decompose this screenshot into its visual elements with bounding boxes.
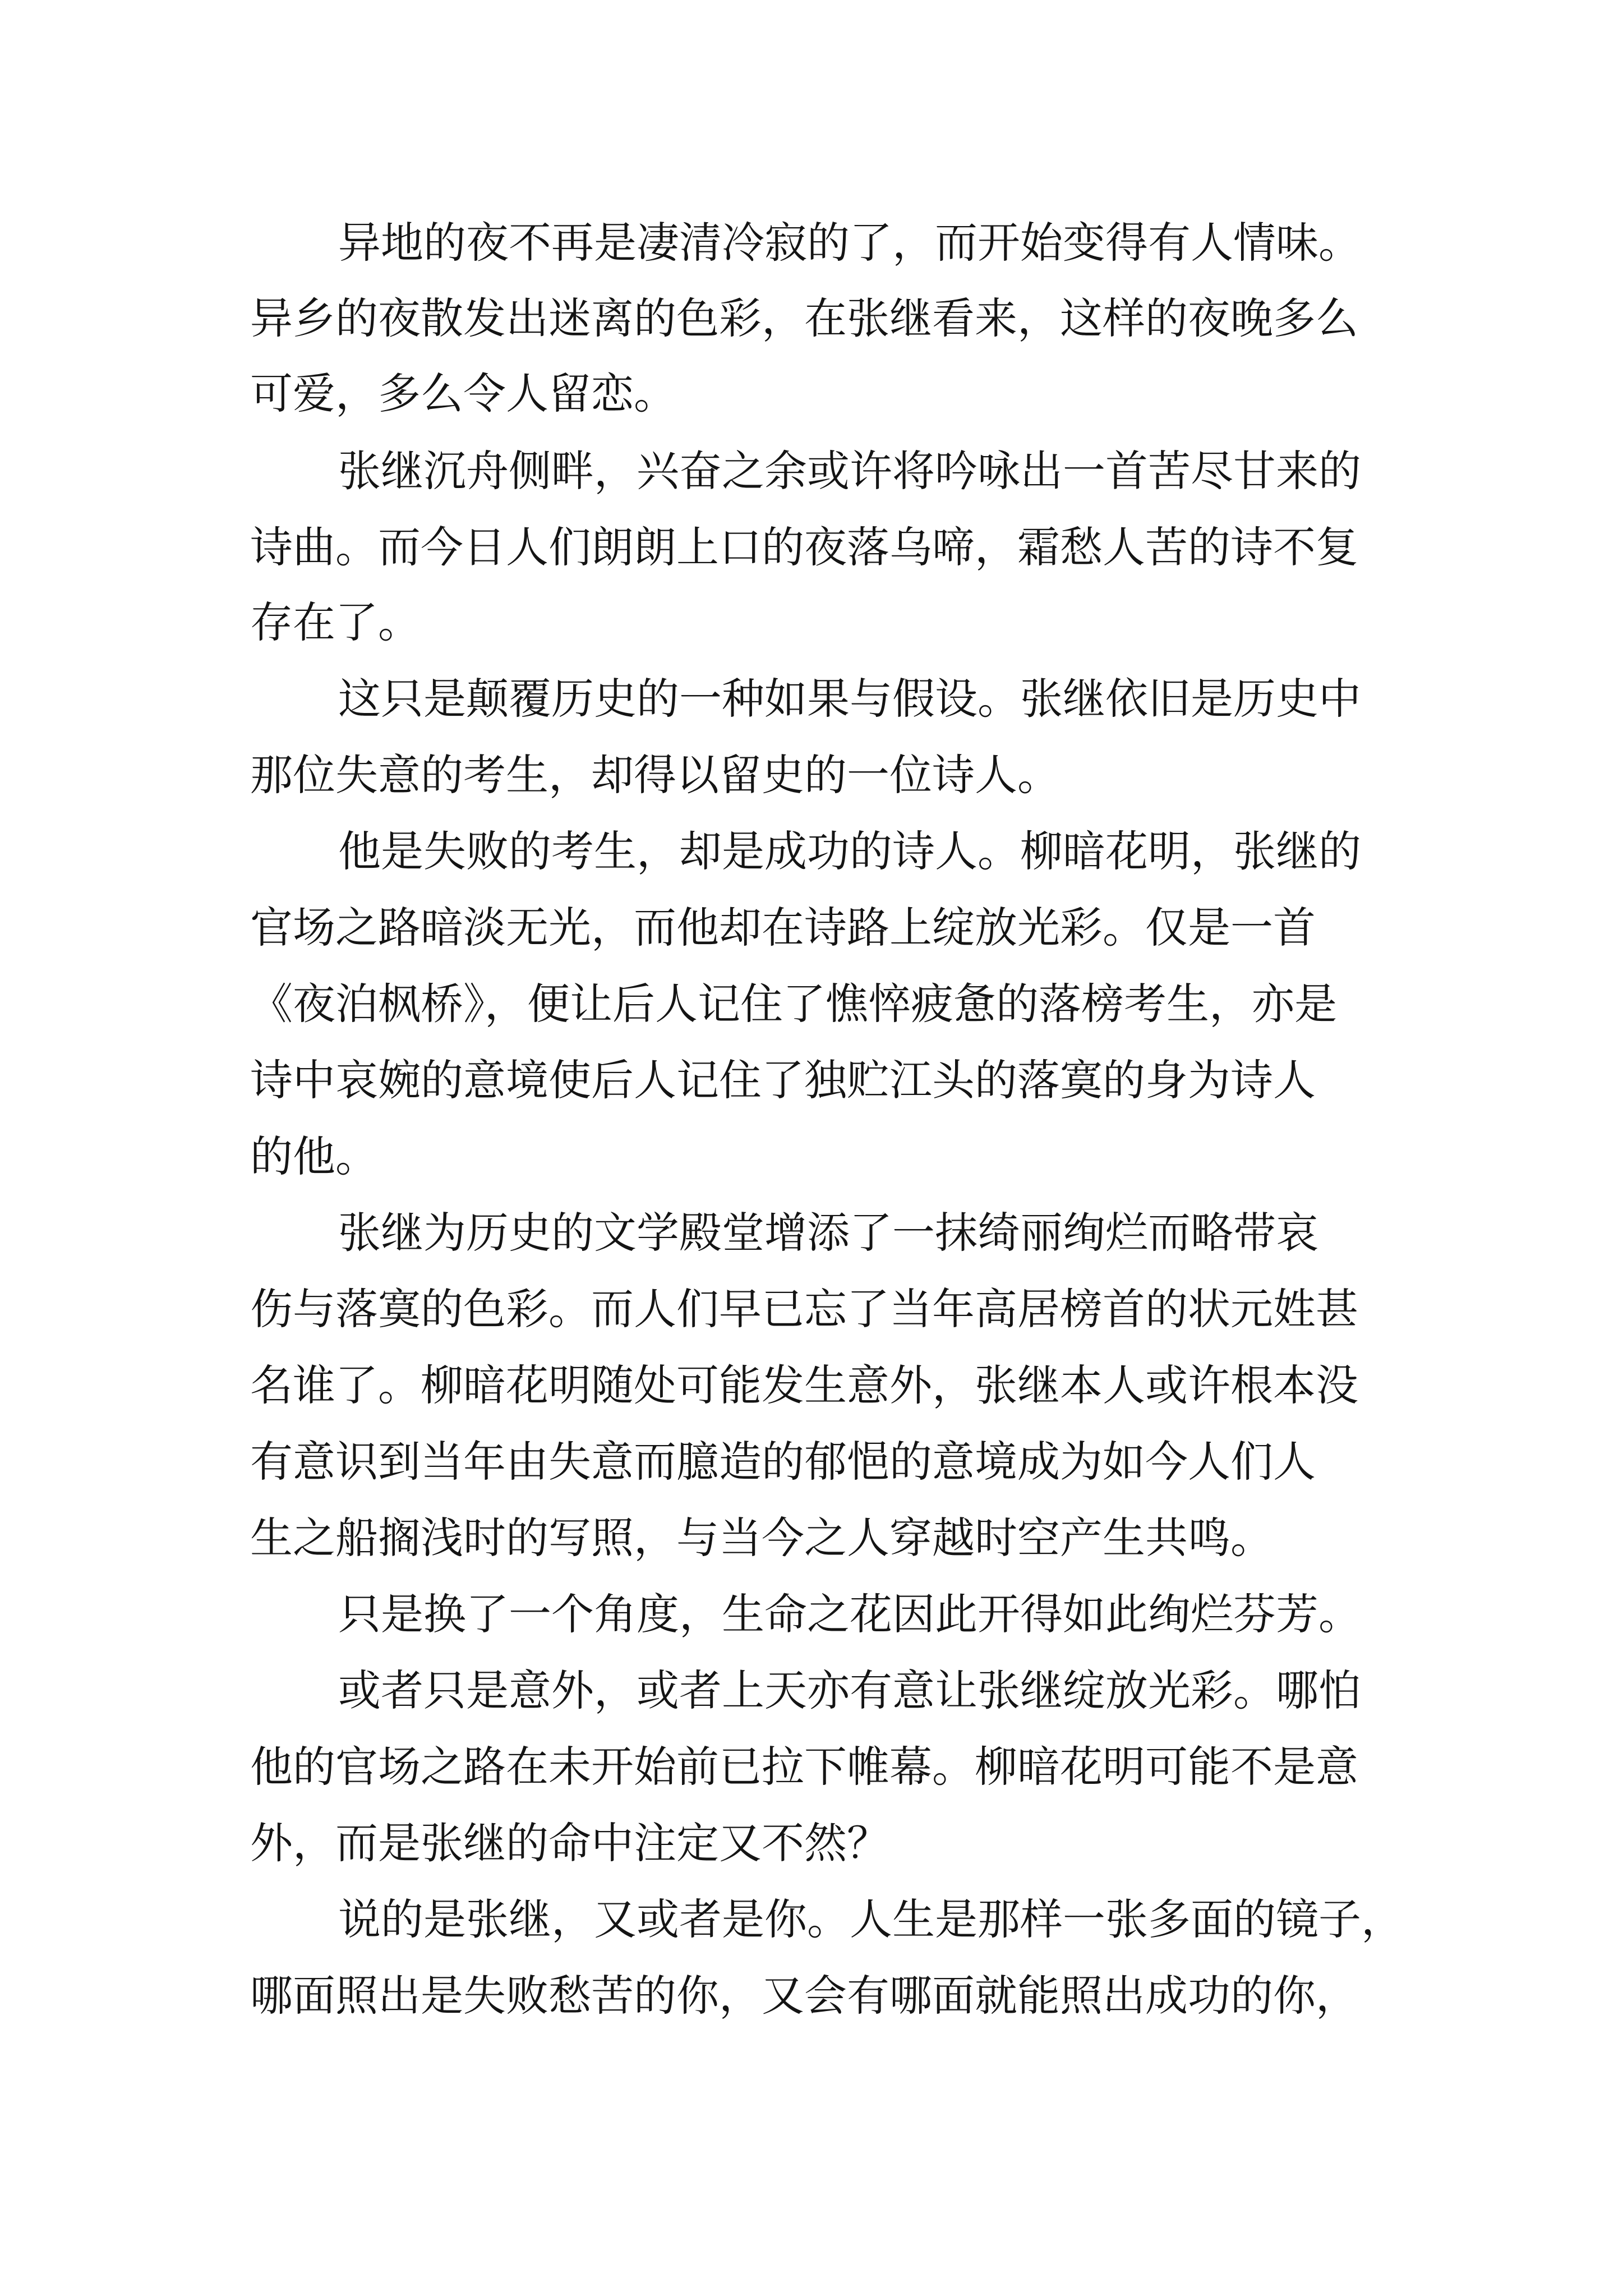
text-line: 《夜泊枫桥》，便让后人记住了憔悴疲惫的落榜考生，亦是 (250, 979, 1337, 1029)
text-line: 异地的夜不再是凄清冷寂的了，而开始变得有人情味。 (338, 218, 1361, 268)
text-line: 官场之路暗淡无光，而他却在诗路上绽放光彩。仅是一首 (250, 903, 1316, 953)
text-line: 的他。 (250, 1131, 378, 1181)
text-line: 外，而是张继的命中注定又不然？ (250, 1818, 889, 1868)
text-line: 那位失意的考生，却得以留史的一位诗人。 (250, 750, 1060, 800)
text-line: 张继沉舟侧畔，兴奋之余或许将吟咏出一首苦尽甘来的 (338, 446, 1361, 496)
text-line: 可爱，多么令人留恋。 (250, 369, 676, 418)
text-line: 张继为历史的文学殿堂增添了一抹绮丽绚烂而略带哀 (338, 1208, 1318, 1258)
text-line: 只是换了一个角度，生命之花因此开得如此绚烂芬芳。 (338, 1589, 1361, 1639)
text-line: 诗曲。而今日人们朗朗上口的夜落乌啼，霜愁人苦的诗不复 (250, 522, 1358, 572)
text-line: 这只是颠覆历史的一种如果与假设。张继依旧是历史中 (338, 674, 1361, 724)
text-line: 他是失败的考生，却是成功的诗人。柳暗花明，张继的 (338, 826, 1361, 876)
text-line: 存在了。 (250, 597, 421, 647)
text-line: 说的是张继，又或者是你。人生是那样一张多面的镜子， (338, 1894, 1404, 1944)
text-line: 伤与落寞的色彩。而人们早已忘了当年高居榜首的状元姓甚 (250, 1284, 1358, 1334)
text-line: 哪面照出是失败愁苦的你，又会有哪面就能照出成功的你， (250, 1971, 1358, 2021)
text-line: 名谁了。柳暗花明随处可能发生意外，张继本人或许根本没 (250, 1360, 1358, 1410)
text-line: 异乡的夜散发出迷离的色彩，在张继看来，这样的夜晚多么 (250, 293, 1358, 343)
text-line: 生之船搁浅时的写照，与当今之人穿越时空产生共鸣。 (250, 1513, 1273, 1563)
text-line: 诗中哀婉的意境使后人记住了独贮江头的落寞的身为诗人 (250, 1055, 1316, 1105)
text-line: 他的官场之路在未开始前已拉下帷幕。柳暗花明可能不是意 (250, 1742, 1358, 1792)
text-line: 或者只是意外，或者上天亦有意让张继绽放光彩。哪怕 (338, 1665, 1361, 1715)
text-line: 有意识到当年由失意而臆造的郁悒的意境成为如今人们人 (250, 1437, 1316, 1487)
